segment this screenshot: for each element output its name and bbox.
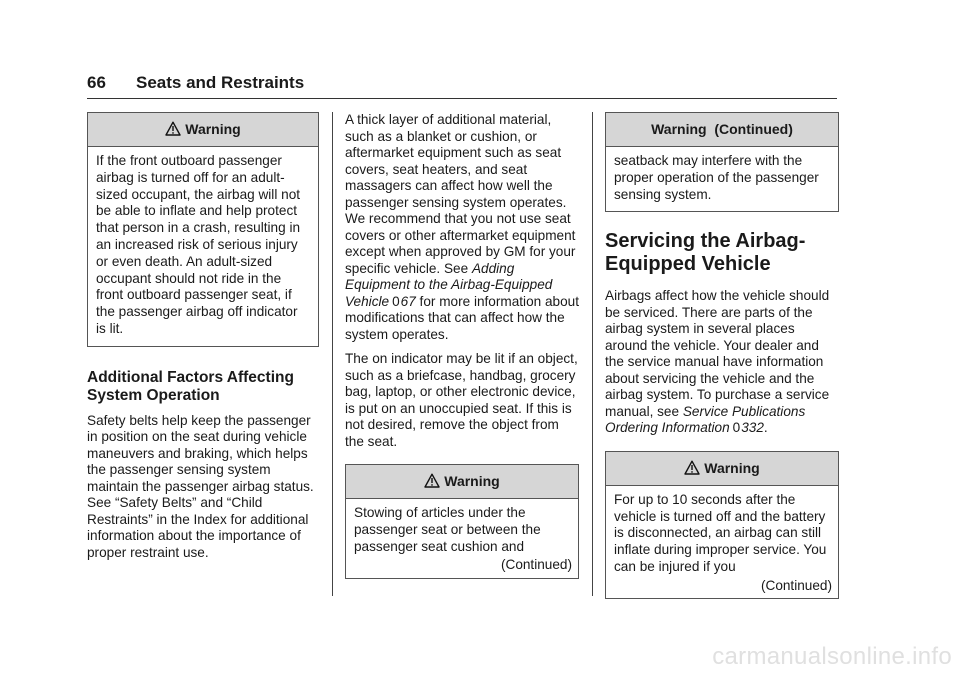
continued-label: (Continued) <box>760 577 832 593</box>
warning-triangle-icon <box>424 473 440 488</box>
column-1 <box>87 112 319 569</box>
column-divider <box>592 112 593 596</box>
paragraph-equipment <box>345 112 579 343</box>
continued-label: (Continued) <box>500 557 572 573</box>
watermark: carmanualsonline.info <box>712 643 952 670</box>
warning-title: Warning <box>444 473 500 489</box>
body-paragraph: Safety belts help keep the passenger in position on the seat during vehicle maneuvers and braking, which helps the passenger sensing system maintain the passenger airbag status. See “Safety Belts” and “Child Restraints” in the Index for additional information about the importance of proper restraint use. <box>87 412 314 560</box>
warning-header <box>606 452 838 486</box>
paragraph-indicator: The on indicator may be lit if an object, such as a briefcase, handbag, grocery bag, laptop, or other electronic device, is put on an unoccupied seat. If this is not desired, remove the object from the seat. <box>345 351 578 449</box>
paragraph-text: . <box>763 420 768 436</box>
column-divider <box>332 112 333 596</box>
warning-title: Warning <box>185 121 241 137</box>
warning-box <box>605 451 839 599</box>
warning-continued-header: Warning (Continued) <box>606 113 838 147</box>
page-reference-icon: 0 <box>392 293 400 309</box>
warning-continued-box <box>605 112 839 212</box>
cross-reference-page: 67 <box>400 293 416 309</box>
column-2 <box>345 112 579 579</box>
paragraph-servicing <box>605 288 839 437</box>
paragraph-text: Airbags affect how the vehicle should be serviced. There are parts of the airbag system in several places around the vehicle. Your dealer and the service manual have information about servicing the vehicle and the airbag system. To purchase a service manual, see <box>605 288 830 419</box>
warning-text: For up to 10 seconds after the vehicle is turned off and the battery is disconnected, an airbag can still inflate during improper service. You can be injured if you <box>614 491 827 575</box>
column-3 <box>605 112 839 599</box>
page-reference-icon: 0 <box>732 420 741 436</box>
warning-text: If the front outboard passenger airbag is turned off for an adult-sized occupant, the airbag will not be able to inflate and help protect that person in a crash, resulting in an increased risk of serious injury or even death. An adult-sized occupant should not ride in the front outboard passenger seat, if the passenger airbag off indicator is lit. <box>96 153 301 336</box>
cross-reference-page: 332 <box>741 420 764 436</box>
section-heading: Servicing the Airbag-Equipped Vehicle <box>605 230 806 276</box>
warning-header <box>346 465 578 499</box>
paragraph-text: for more information about modifications that can affect how the system operates. <box>345 293 579 342</box>
warning-triangle-icon <box>684 460 700 475</box>
warning-text: Stowing of articles under the passenger seat or between the passenger seat cushion and <box>354 505 541 554</box>
warning-header <box>88 113 318 147</box>
page-header <box>87 72 837 99</box>
section-title: Seats and Restraints <box>136 73 305 92</box>
warning-triangle-icon <box>165 121 181 136</box>
paragraph-text: A thick layer of additional material, such as a blanket or cushion, or aftermarket equipment such as seat covers, seat heaters, and seat massagers can affect how well the passenger sensing system operates. We recommend that you not use seat covers or other aftermarket equipment except when approved by GM for your specific vehicle. See <box>345 112 576 276</box>
warning-box <box>345 464 579 579</box>
cross-reference-title: Service Publications Ordering Information <box>605 403 806 436</box>
warning-title: Warning <box>704 459 760 476</box>
warning-continued-text: seatback may interfere with the proper operation of the passenger sensing system. <box>614 153 819 202</box>
cross-reference-title: Adding Equipment to the Airbag-Equipped Vehicle <box>345 260 553 309</box>
subheading: Additional Factors Affecting System Operation <box>87 368 294 404</box>
warning-box <box>87 112 319 347</box>
page-number: 66 <box>87 73 106 92</box>
